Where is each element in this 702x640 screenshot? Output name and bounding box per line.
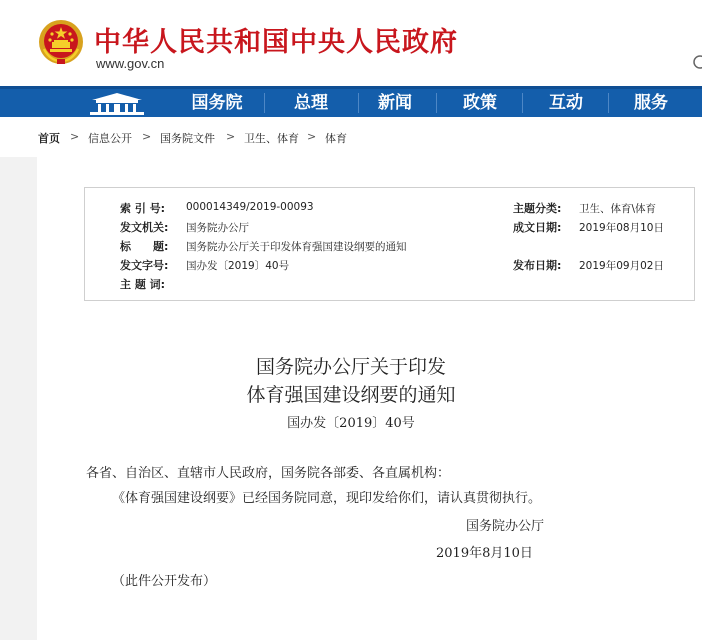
- site-title[interactable]: 中华人民共和国中央人民政府: [94, 27, 458, 58]
- written-date-value: 2019年08月10日: [579, 222, 664, 234]
- breadcrumb-sports[interactable]: 体育: [325, 132, 347, 145]
- document-info-table: [84, 187, 695, 301]
- doc-number-label: 发文字号:: [120, 259, 169, 272]
- nav-item-news[interactable]: 新闻: [378, 93, 412, 113]
- document-date: 2019年8月10日: [436, 546, 533, 561]
- category-value: 卫生、体育\体育: [579, 203, 657, 215]
- breadcrumb-separator: >: [70, 130, 80, 143]
- home-building-icon[interactable]: [84, 89, 150, 117]
- site-url[interactable]: www.gov.cn: [96, 56, 165, 71]
- nav-item-interaction[interactable]: 互动: [549, 93, 583, 113]
- issuer-value: 国务院办公厅: [186, 222, 249, 234]
- index-value: 000014349/2019-00093: [186, 201, 314, 213]
- nav-divider: [264, 93, 265, 113]
- nav-item-state-council[interactable]: 国务院: [191, 93, 243, 113]
- breadcrumb-separator: >: [307, 130, 317, 143]
- nav-item-premier[interactable]: 总理: [294, 93, 328, 113]
- breadcrumb-separator: >: [142, 130, 152, 143]
- document-number: 国办发〔2019〕40号: [287, 416, 415, 431]
- breadcrumb-state-council-docs[interactable]: 国务院文件: [160, 132, 215, 145]
- document-signature: 国务院办公厅: [466, 519, 545, 534]
- nav-item-policy[interactable]: 政策: [463, 93, 497, 113]
- issuer-label: 发文机关:: [120, 221, 169, 234]
- category-label: 主题分类:: [513, 202, 562, 215]
- national-emblem-icon[interactable]: [38, 19, 84, 65]
- nav-item-services[interactable]: 服务: [634, 93, 668, 113]
- breadcrumb-info-disclosure[interactable]: 信息公开: [88, 132, 132, 145]
- search-icon[interactable]: [690, 54, 702, 70]
- published-date-label: 发布日期:: [513, 259, 562, 272]
- document-title-line-1: 国务院办公厅关于印发: [255, 356, 446, 378]
- published-date-value: 2019年09月02日: [579, 260, 664, 272]
- breadcrumb: [0, 117, 702, 157]
- document-body: 《体育强国建设纲要》已经国务院同意，现印发给你们，请认真贯彻执行。: [112, 491, 542, 506]
- site-header: [0, 0, 702, 86]
- title-value: 国务院办公厅关于印发体育强国建设纲要的通知: [186, 241, 407, 253]
- document-note: （此件公开发布）: [112, 574, 217, 589]
- breadcrumb-home[interactable]: 首页: [38, 132, 60, 145]
- index-label: 索 引 号:: [120, 202, 166, 215]
- doc-number-value: 国办发〔2019〕40号: [186, 260, 290, 272]
- document-recipients: 各省、自治区、直辖市人民政府，国务院各部委、各直属机构：: [86, 466, 451, 481]
- document-title-line-2: 体育强国建设纲要的通知: [246, 384, 456, 406]
- written-date-label: 成文日期:: [513, 221, 562, 234]
- breadcrumb-health-sports[interactable]: 卫生、体育: [244, 132, 299, 145]
- breadcrumb-separator: >: [226, 130, 236, 143]
- title-label: 标 题:: [120, 240, 169, 253]
- main-navigation: [0, 86, 702, 117]
- keywords-label: 主 题 词:: [120, 278, 166, 291]
